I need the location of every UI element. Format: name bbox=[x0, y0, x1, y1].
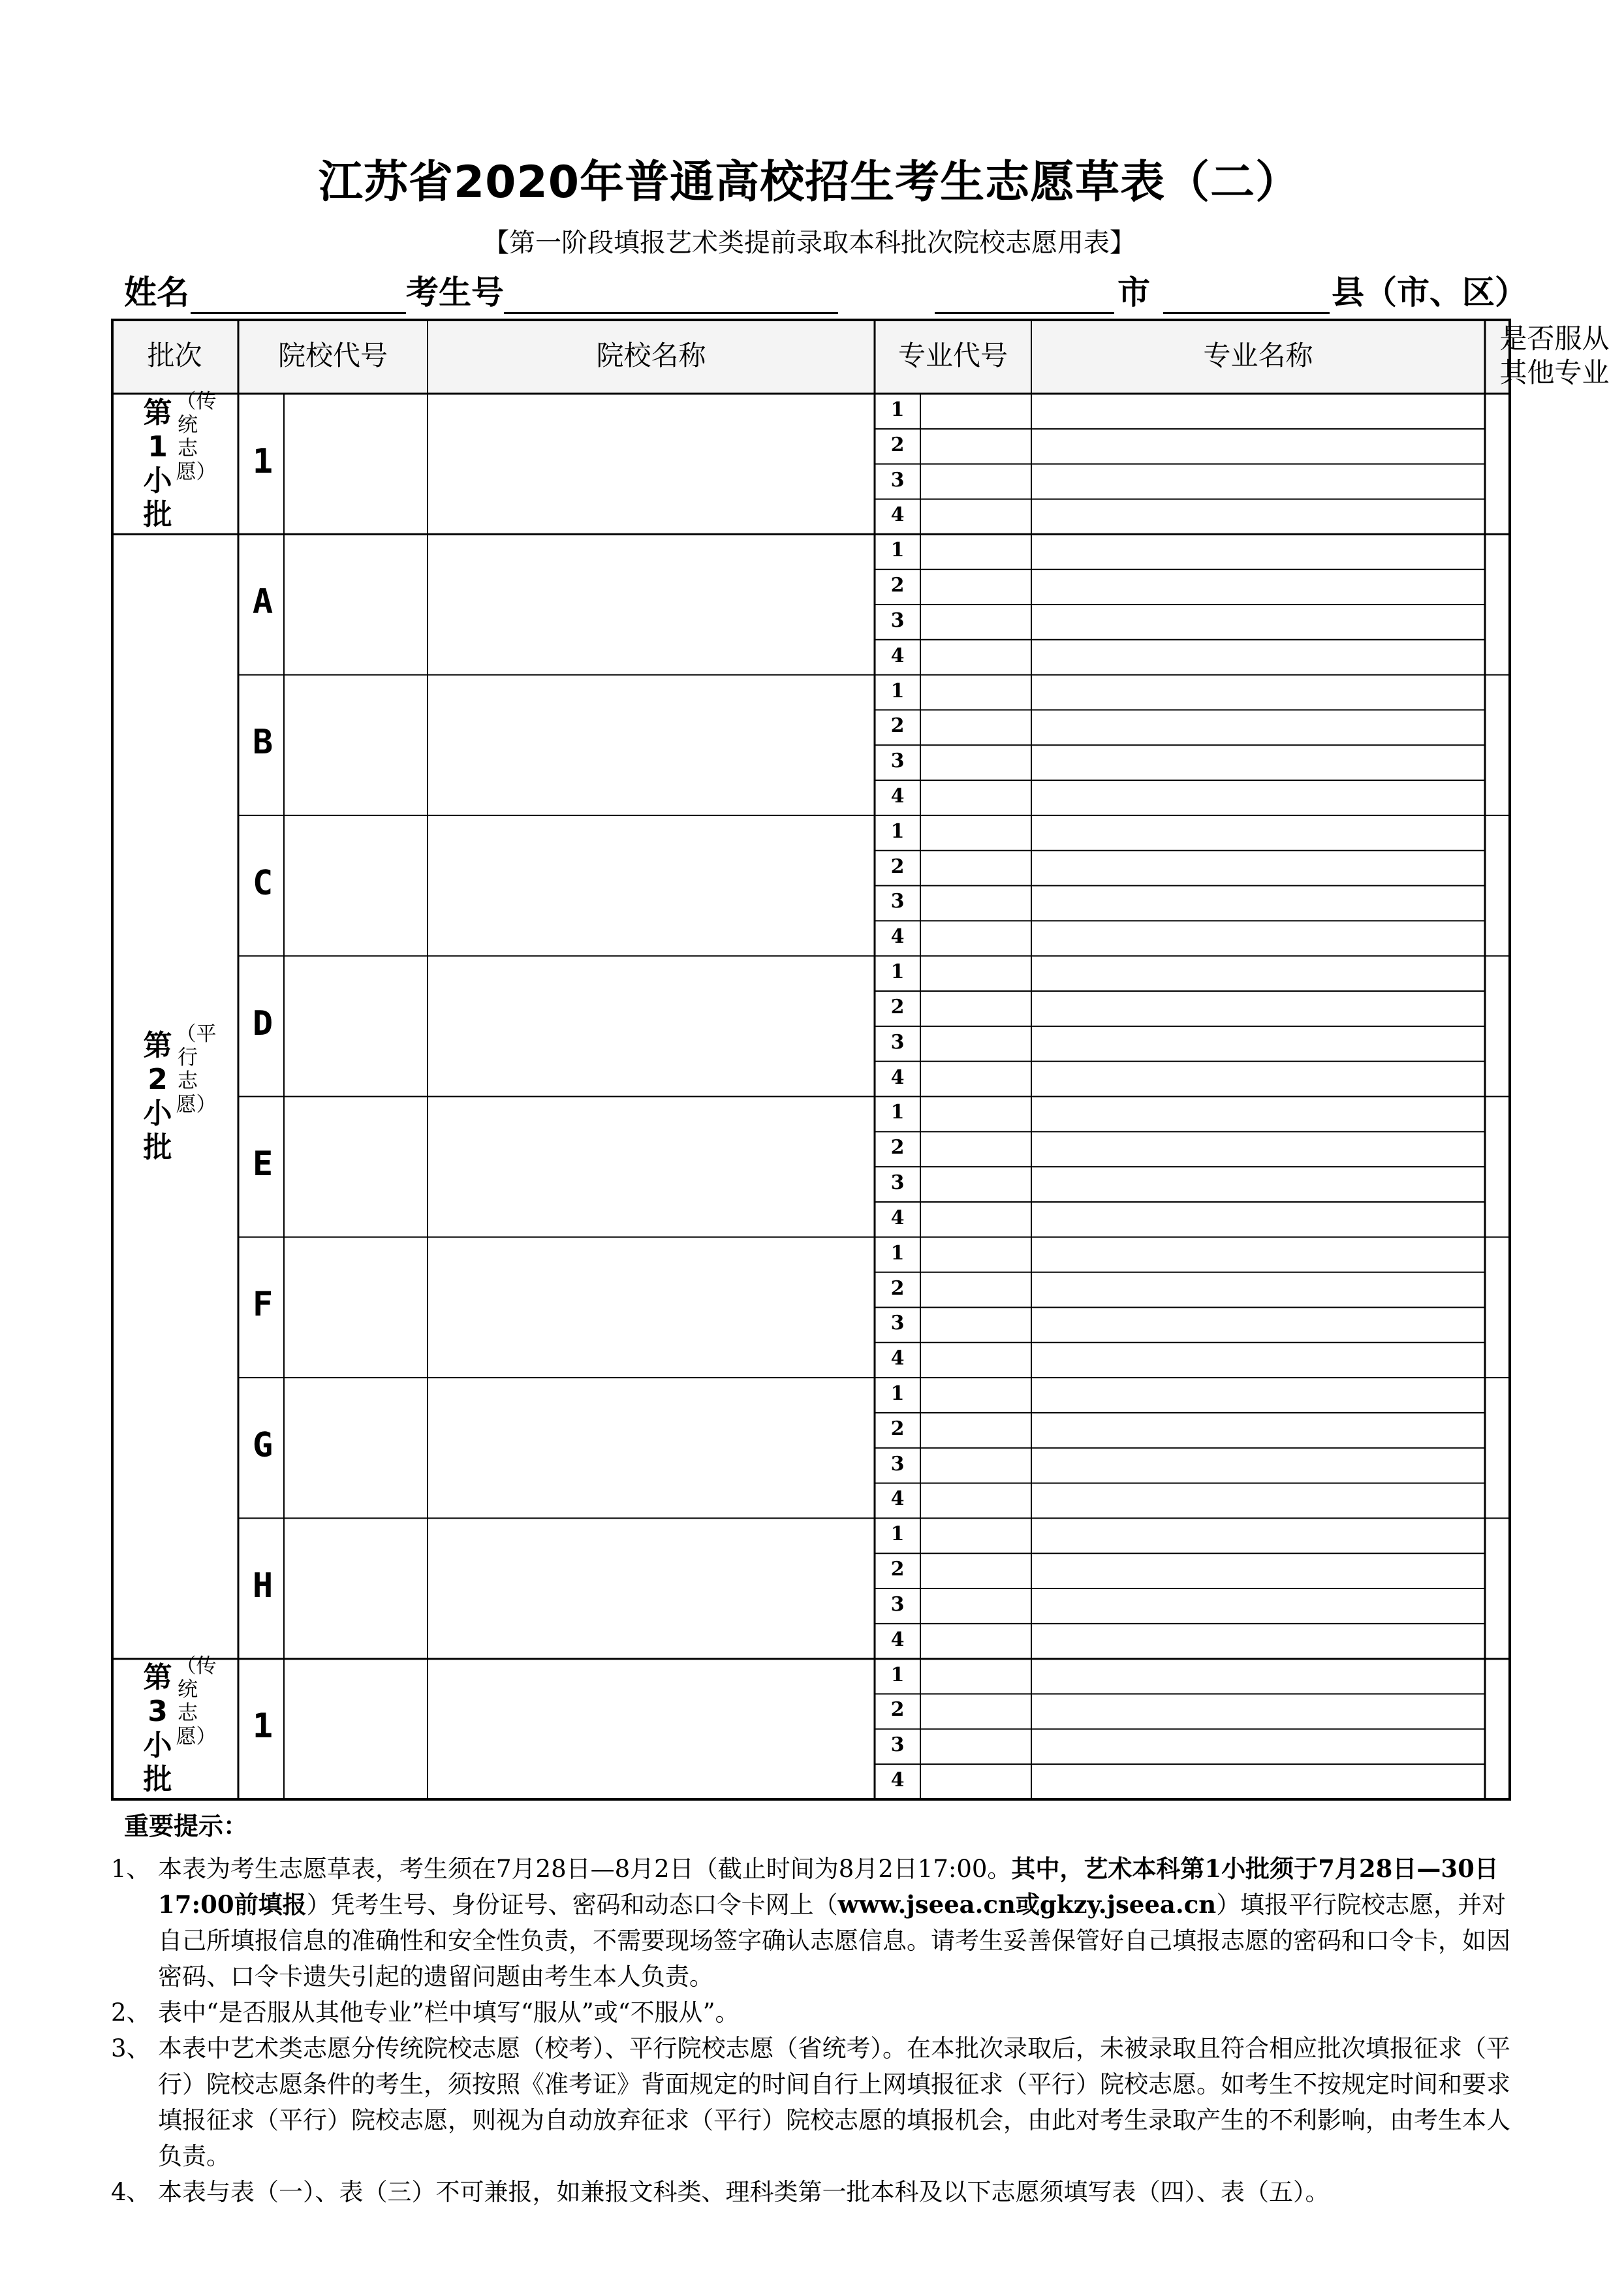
major-choice-number: 4 bbox=[890, 1066, 905, 1089]
note-website-text: www.jseea.cn或gkzy.jseea.cn bbox=[837, 1890, 1217, 1919]
batch-note: （传统志愿） bbox=[176, 389, 217, 484]
major-choice-number: 1 bbox=[890, 1241, 905, 1265]
school-row-label: 1 bbox=[252, 1707, 273, 1746]
exam-no-field[interactable] bbox=[504, 312, 838, 314]
major-choice-number: 1 bbox=[890, 539, 905, 562]
exam-no-label: 考生号 bbox=[406, 274, 504, 311]
major-choice-number: 1 bbox=[890, 1663, 905, 1686]
batch-note: （传统志愿） bbox=[176, 1654, 217, 1749]
major-choice-number: 4 bbox=[890, 925, 905, 949]
major-choice-number: 3 bbox=[890, 608, 905, 632]
note-bold-text: 其中，艺术本科第1小批须于7月28日—30日17:00前填报 bbox=[158, 1854, 1499, 1919]
major-choice-number: 3 bbox=[890, 750, 905, 773]
batch-label: 第3小批 bbox=[143, 1661, 172, 1797]
major-choice-number: 3 bbox=[890, 1592, 905, 1616]
note-number: 1、 bbox=[111, 1855, 151, 1883]
city-field[interactable] bbox=[935, 312, 1114, 314]
school-row-label: A bbox=[252, 582, 273, 622]
major-choice-number: 2 bbox=[890, 1558, 905, 1581]
name-field[interactable] bbox=[191, 312, 406, 314]
city-label: 市 bbox=[1117, 274, 1150, 311]
header-obey-other-major bbox=[1485, 320, 1624, 392]
note-item-1 bbox=[111, 1851, 1514, 1995]
note-text: ）凭考生号、身份证号、密码和动态口令卡网上（ bbox=[306, 1891, 838, 1919]
batch-note: （平行志愿） bbox=[176, 1022, 217, 1116]
table-border bbox=[112, 320, 1510, 1799]
major-choice-number: 3 bbox=[890, 1171, 905, 1195]
major-choice-number: 1 bbox=[890, 819, 905, 843]
major-choice-number: 2 bbox=[890, 995, 905, 1018]
major-choice-number: 2 bbox=[890, 433, 905, 456]
table-grid bbox=[111, 319, 1511, 1801]
note-text: 本表为考生志愿草表，考生须在7月28日—8月2日（截止时间为8月2日17:00。 bbox=[158, 1855, 1012, 1883]
major-choice-number: 3 bbox=[890, 1312, 905, 1335]
notes-title: 重要提示： bbox=[124, 1812, 249, 1840]
note-number: 4、 bbox=[111, 2178, 151, 2206]
major-choice-number: 3 bbox=[890, 1030, 905, 1054]
major-choice-number: 3 bbox=[890, 1452, 905, 1476]
major-choice-number: 3 bbox=[890, 1733, 905, 1757]
major-choice-number: 4 bbox=[890, 1206, 905, 1229]
school-row-label: E bbox=[252, 1144, 273, 1184]
major-choice-number: 1 bbox=[890, 1523, 905, 1546]
note-text: 本表中艺术类志愿分传统院校志愿（校考）、平行院校志愿（省统考）。在本批次录取后，未被录取且符合相应批次填报征求（平行）院校志愿条件的考生，须按照《准考证》背面规定的时间自行上网填报征求（平行）院校志愿。如考生不按规定时间和要求填报征求（平行）院校志愿，则视为自动放弃征求（平行）院校志愿的填报机会，由此对考生录取产生的不利影响，由考生本人负责。 bbox=[158, 2034, 1510, 2170]
county-field[interactable] bbox=[1163, 312, 1330, 314]
important-notes bbox=[111, 1808, 1514, 2210]
header-obey-line2: 其他专业 bbox=[1499, 356, 1610, 388]
batch-label: 第2小批 bbox=[143, 1028, 172, 1164]
major-choice-number: 4 bbox=[890, 1487, 905, 1511]
note-number: 2、 bbox=[111, 1998, 151, 2027]
major-choice-number: 4 bbox=[890, 503, 905, 527]
major-choice-number: 4 bbox=[890, 1628, 905, 1651]
note-text: ）填报平行院校志愿，并对自己所填报信息的准确性和安全性负责，不需要现场签字确认志愿信息。请考生妥善保管好自己填报志愿的密码和口令卡，如因密码、口令卡遗失引起的遗留问题由考生本人负责。 bbox=[158, 1891, 1510, 1991]
note-number: 3、 bbox=[111, 2034, 151, 2062]
major-choice-number: 2 bbox=[890, 1276, 905, 1300]
school-row-label: H bbox=[252, 1566, 273, 1606]
major-choice-number: 1 bbox=[890, 398, 905, 421]
major-choice-number: 3 bbox=[890, 468, 905, 492]
major-choice-number: 2 bbox=[890, 1698, 905, 1722]
major-choice-number: 4 bbox=[890, 1769, 905, 1792]
major-choice-number: 2 bbox=[890, 1417, 905, 1440]
header-school-name: 院校名称 bbox=[596, 339, 706, 371]
note-item-4 bbox=[111, 2174, 1514, 2210]
page-subtitle: 【第一阶段填报艺术类提前录取本科批次院校志愿用表】 bbox=[483, 228, 1136, 258]
major-choice-number: 2 bbox=[890, 714, 905, 738]
major-choice-number: 4 bbox=[890, 644, 905, 667]
major-choice-number: 2 bbox=[890, 574, 905, 597]
page-title: 江苏省2020年普通高校招生考生志愿草表（二） bbox=[318, 157, 1301, 208]
school-row-label: D bbox=[252, 1003, 273, 1043]
major-choice-number: 3 bbox=[890, 890, 905, 913]
header-major-name: 专业名称 bbox=[1203, 339, 1313, 371]
header-obey-line1: 是否服从 bbox=[1499, 323, 1610, 355]
header-batch: 批次 bbox=[147, 339, 202, 371]
school-row-label: C bbox=[252, 863, 273, 903]
note-text: 本表与表（一）、表（三）不可兼报，如兼报文科类、理科类第一批本科及以下志愿须填写表（四）、表（五）。 bbox=[158, 2178, 1330, 2206]
header-major-code: 专业代号 bbox=[898, 339, 1008, 371]
school-row-label: B bbox=[252, 723, 273, 763]
major-choice-number: 2 bbox=[890, 855, 905, 878]
note-text: 表中“是否服从其他专业”栏中填写“服从”或“不服从”。 bbox=[158, 1998, 740, 2027]
major-choice-number: 1 bbox=[890, 1382, 905, 1405]
school-row-label: F bbox=[252, 1285, 273, 1325]
note-item-2 bbox=[111, 1995, 1514, 2030]
batch-label: 第1小批 bbox=[143, 396, 172, 531]
major-choice-number: 1 bbox=[890, 1101, 905, 1124]
major-choice-number: 4 bbox=[890, 1347, 905, 1370]
header-school-code: 院校代号 bbox=[277, 339, 388, 371]
major-choice-number: 4 bbox=[890, 784, 905, 808]
name-label: 姓名 bbox=[124, 274, 189, 311]
school-row-label: G bbox=[252, 1425, 273, 1465]
note-item-3 bbox=[111, 2030, 1514, 2174]
school-row-label: 1 bbox=[252, 441, 273, 481]
major-choice-number: 1 bbox=[890, 679, 905, 702]
major-choice-number: 1 bbox=[890, 960, 905, 984]
volunteer-form-table bbox=[111, 319, 1610, 1801]
major-choice-number: 2 bbox=[890, 1136, 905, 1160]
county-label: 县（市、区） bbox=[1332, 274, 1527, 311]
